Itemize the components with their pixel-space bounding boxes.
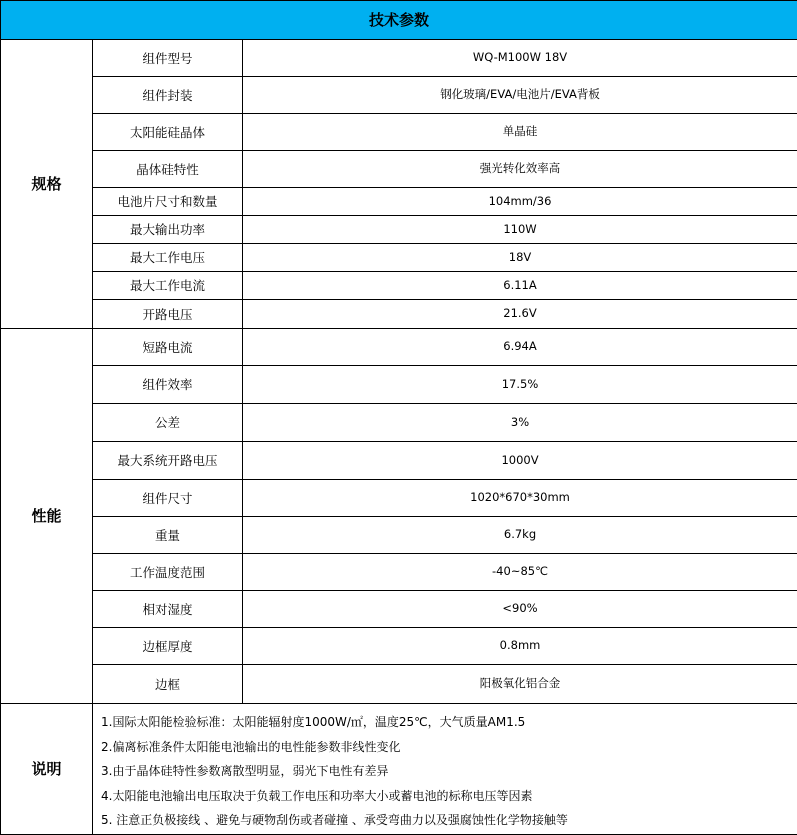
row-label: 工作温度范围 — [93, 554, 243, 591]
row-value: 0.8mm — [243, 628, 797, 665]
category-notes: 说明 — [1, 704, 93, 835]
row-value: 1020*670*30mm — [243, 480, 797, 517]
row-value: 阳极氧化铝合金 — [243, 665, 797, 704]
row-label: 组件尺寸 — [93, 480, 243, 517]
note-line: 2.偏离标准条件太阳能电池输出的电性能参数非线性变化 — [101, 739, 401, 754]
row-label: 晶体硅特性 — [93, 151, 243, 188]
row-value: 6.94A — [243, 329, 797, 366]
row-value: 钢化玻璃/EVA/电池片/EVA背板 — [243, 77, 797, 114]
row-value: 强光转化效率高 — [243, 151, 797, 188]
row-value: -40~85℃ — [243, 554, 797, 591]
row-label: 最大工作电流 — [93, 272, 243, 300]
row-value: 6.11A — [243, 272, 797, 300]
row-label: 重量 — [93, 517, 243, 554]
row-value: 17.5% — [243, 366, 797, 404]
row-value: 21.6V — [243, 300, 797, 329]
note-line: 4.太阳能电池输出电压取决于负载工作电压和功率大小或蓄电池的标称电压等因素 — [101, 788, 533, 803]
row-label: 公差 — [93, 404, 243, 442]
row-label: 边框厚度 — [93, 628, 243, 665]
note-line: 3.由于晶体硅特性参数离散型明显，弱光下电性有差异 — [101, 764, 389, 778]
row-value: 18V — [243, 244, 797, 272]
row-label: 电池片尺寸和数量 — [93, 188, 243, 216]
row-value: WQ-M100W 18V — [243, 40, 797, 77]
row-label: 边框 — [93, 665, 243, 704]
row-label: 开路电压 — [93, 300, 243, 329]
row-value: 单晶硅 — [243, 114, 797, 151]
row-label: 短路电流 — [93, 329, 243, 366]
row-label: 组件效率 — [93, 366, 243, 404]
category-perf: 性能 — [1, 329, 93, 704]
row-label: 最大系统开路电压 — [93, 442, 243, 480]
row-value: 1000V — [243, 442, 797, 480]
row-value: 6.7kg — [243, 517, 797, 554]
category-spec: 规格 — [1, 40, 93, 329]
row-value: 3% — [243, 404, 797, 442]
row-label: 相对湿度 — [93, 591, 243, 628]
note-line: 1.国际太阳能检验标准：太阳能辐射度1000W/㎡，温度25℃，大气质量AM1.5 — [101, 715, 526, 729]
row-value: <90% — [243, 591, 797, 628]
notes-cell — [93, 704, 797, 835]
table-title: 技术参数 — [1, 1, 797, 40]
row-label: 最大工作电压 — [93, 244, 243, 272]
note-line: 5. 注意正负极接线 、避免与硬物刮伤或者碰撞 、承受弯曲力以及强腐蚀性化学物接触等 — [101, 813, 568, 827]
row-label: 最大输出功率 — [93, 216, 243, 244]
row-label: 太阳能硅晶体 — [93, 114, 243, 151]
row-label: 组件型号 — [93, 40, 243, 77]
row-label: 组件封装 — [93, 77, 243, 114]
row-value: 104mm/36 — [243, 188, 797, 216]
row-value: 110W — [243, 216, 797, 244]
